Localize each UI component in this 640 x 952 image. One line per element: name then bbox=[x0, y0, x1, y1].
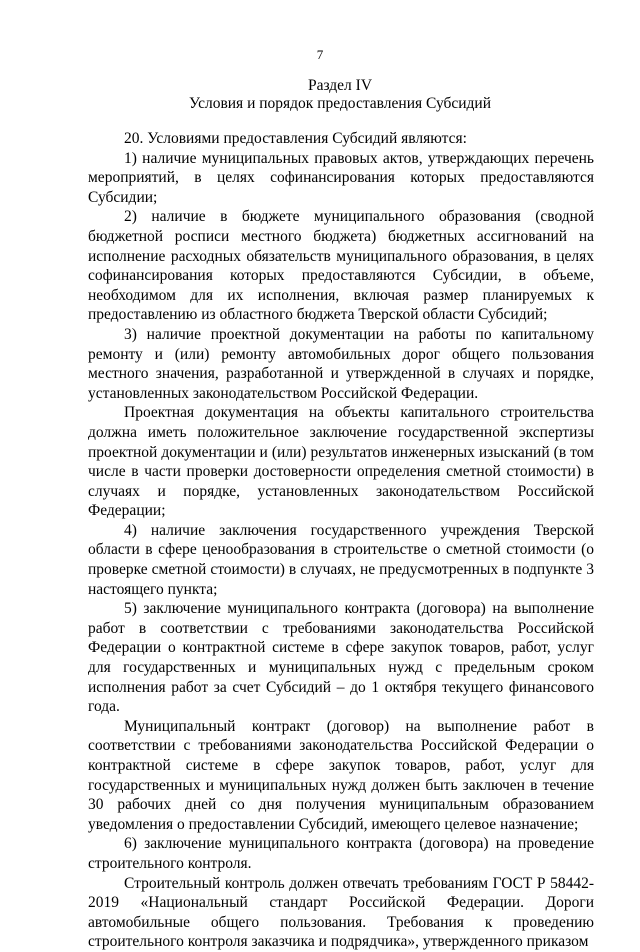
paragraph-condition-3: 3) наличие проектной документации на работы по капитальному ремонту и (или) ремонту автомобильных дорог общего пользования местного значения, разработанной и утвержденной в случаях и порядке, установленных законодательством Российской Федерации. bbox=[88, 325, 594, 402]
paragraph-condition-2: 2) наличие в бюджете муниципального образования (сводной бюджетной росписи местного бюджета) бюджетных ассигнований на исполнение расходных обязательств муниципального образования, в целях софинансирования которых предоставляются Субсидии, в объеме, необходимом для их исполнения, включая размер планируемых к предоставлению из областного бюджета Тверской области Субсидий; bbox=[88, 208, 594, 324]
paragraph-municipal-contract: Муниципальный контракт (договор) на выполнение работ в соответствии с требованиями законодательства Российской Федерации о контрактной системе в сфере закупок товаров, работ, услуг для государственных и муниципальных нужд должен быть заключен в течение 30 рабочих дней со дня получения муниципальным образованием уведомления о предоставлении Субсидий, имеющего целевое назначение; bbox=[88, 717, 594, 833]
paragraph-condition-4: 4) наличие заключения государственного учреждения Тверской области в сфере ценообразования в строительстве о сметной стоимости (о проверке сметной стоимости) в случаях, не предусмотренных в подпункте 3 настоящего пункта; bbox=[88, 521, 594, 598]
page-number: 7 bbox=[316, 47, 324, 62]
paragraph-item-20-intro: 20. Условиями предоставления Субсидий являются: bbox=[124, 130, 467, 147]
paragraph-condition-1: 1) наличие муниципальных правовых актов, утверждающих перечень мероприятий, в целях софинансирования которых предоставляются Субсидии; bbox=[88, 149, 594, 206]
paragraph-condition-5: 5) заключение муниципального контракта (договора) на выполнение работ в соответствии с требованиями законодательства Российской Федерации о контрактной системе в сфере закупок товаров, работ, услуг для государственных и муниципальных нужд с предельным сроком исполнения работ за счет Субсидий – до 1 октября текущего финансового года. bbox=[88, 600, 594, 716]
section-title: Раздел IV bbox=[307, 77, 373, 94]
paragraph-project-documentation: Проектная документация на объекты капитального строительства должна иметь положительное заключение государственной экспертизы проектной документации и (или) результатов инженерных изысканий (в том числе в части проверки достоверности определения сметной стоимости) в случаях и порядке, установленных законодательством Российской Федерации; bbox=[88, 404, 594, 520]
document-body bbox=[88, 129, 594, 952]
paragraph-condition-6: 6) заключение муниципального контракта (договора) на проведение строительного контроля. bbox=[88, 835, 594, 872]
paragraph-construction-control: Строительный контроль должен отвечать требованиям ГОСТ Р 58442-2019 «Национальный стандарт Российской Федерации. Дороги автомобильные общего пользования. Требования к проведению строительного контроля заказчика и подрядчика», утвержденного приказом bbox=[88, 874, 594, 951]
section-subtitle: Условия и порядок предоставления Субсидий bbox=[188, 95, 492, 112]
